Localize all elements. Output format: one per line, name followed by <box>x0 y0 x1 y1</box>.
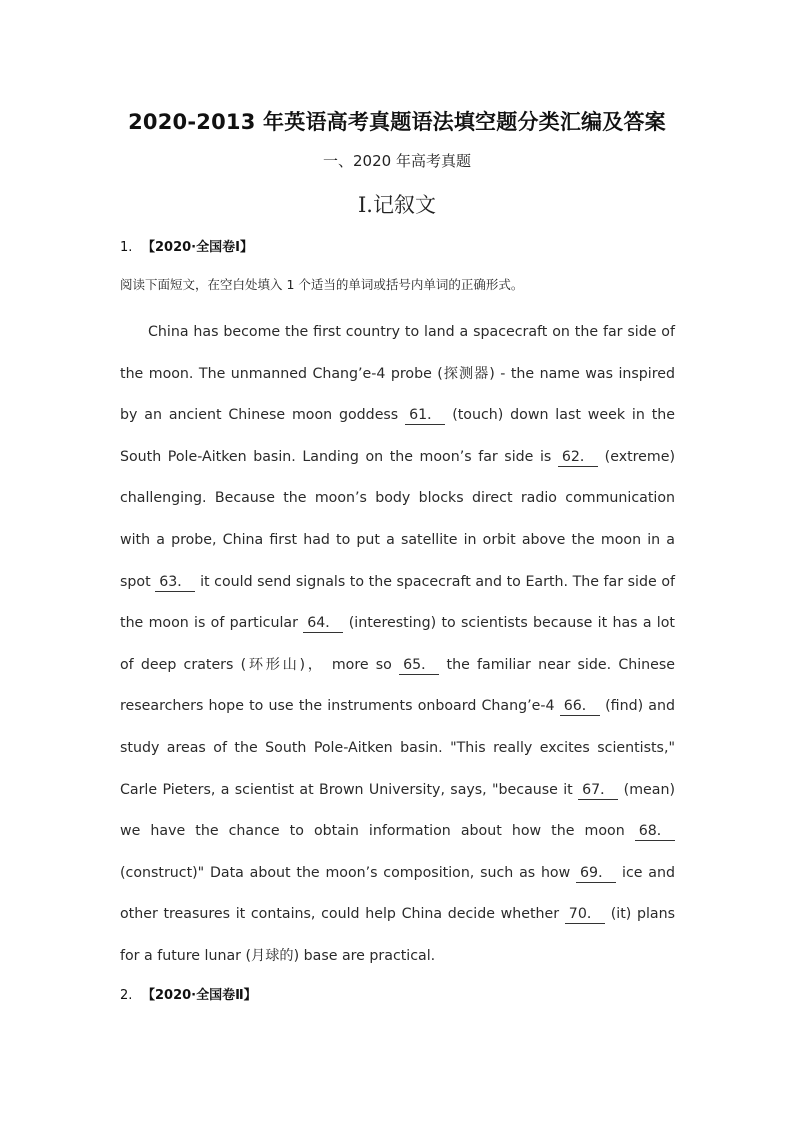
passage-text: (find) and study areas of the South Pole-Aitken basin. "This really excites scientists," Carle Pieters, a scientist at Brown University, says, "because it <box>120 698 676 798</box>
blank-66-label: 66． <box>563 698 596 715</box>
blank-61-label: 61． <box>409 407 442 424</box>
passage-text: (extreme) challenging. Because the moon’s body blocks direct radio communication with a probe, China first had to put a satellite in orbit above the moon in a spot <box>120 448 675 590</box>
blank-67[interactable] <box>578 781 618 800</box>
blank-63[interactable] <box>155 573 195 592</box>
question-1-heading <box>120 236 253 255</box>
blank-68-label: 68． <box>638 823 671 840</box>
section-heading: I.记叙文 <box>358 193 436 217</box>
question-2-heading <box>120 984 257 1003</box>
question-1-source: 【2020·全国卷Ⅰ】 <box>142 240 253 255</box>
question-2-source: 【2020·全国卷Ⅱ】 <box>142 988 257 1003</box>
blank-69-label: 69． <box>580 864 613 881</box>
blank-68[interactable] <box>635 822 675 841</box>
blank-70[interactable] <box>565 905 605 924</box>
blank-62[interactable] <box>558 448 598 467</box>
blank-64-label: 64． <box>307 615 340 632</box>
question-1-number: 1. <box>120 240 133 255</box>
blank-61[interactable] <box>405 406 445 425</box>
question-1-instructions: 阅读下面短文，在空白处填入 1 个适当的单词或括号内单词的正确形式。 <box>120 277 524 292</box>
passage-text: ice and other treasures it contains, could help China decide whether <box>120 864 676 923</box>
blank-64[interactable] <box>303 614 343 633</box>
passage-text: the familiar near side. Chinese researchers hope to use the instruments onboard Chang’e-4 <box>120 656 675 715</box>
passage-text: (it) plans for a future lunar (月球的) base are practical. <box>120 906 676 964</box>
passage-text: China has become the first country to land a spacecraft on the far side of the moon. The unmanned Chang’e-4 probe (探测器) - the name was inspired by an ancient Chinese moon goddess <box>120 324 675 424</box>
passage-text: (mean) we have the chance to obtain information about how the moon <box>120 781 675 840</box>
document-title: 2020-2013 年英语高考真题语法填空题分类汇编及答案 <box>128 110 666 134</box>
blank-66[interactable] <box>560 697 600 716</box>
blank-65-label: 65． <box>403 656 436 673</box>
blank-62-label: 62． <box>561 448 595 465</box>
blank-70-label: 70． <box>568 906 602 923</box>
passage-text: (interesting) to scientists because it has a lot of deep craters (环形山)， more so <box>120 615 675 673</box>
blank-69[interactable] <box>576 864 616 883</box>
blank-65[interactable] <box>399 656 439 675</box>
blank-63-label: 63． <box>159 573 192 590</box>
passage-text: (touch) down last week in the South Pole-Aitken basin. Landing on the moon’s far side is <box>120 407 675 465</box>
question-1-passage <box>120 312 675 978</box>
document-subtitle: 一、2020 年高考真题 <box>323 152 471 170</box>
passage-text: (construct)" Data about the moon’s composition, such as how <box>120 864 577 881</box>
passage-text: it could send signals to the spacecraft and to Earth. The far side of the moon is of particular <box>120 573 675 632</box>
blank-67-label: 67． <box>582 781 615 798</box>
question-2-number: 2. <box>120 988 133 1003</box>
